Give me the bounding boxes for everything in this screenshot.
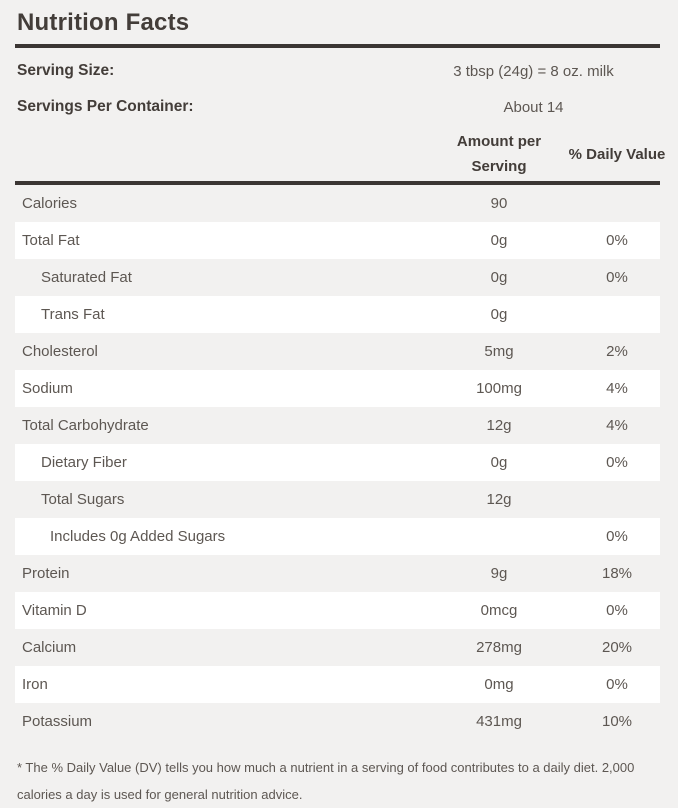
table-row <box>15 629 660 666</box>
nutrient-amount: 0mg <box>484 676 514 693</box>
nutrient-name: Vitamin D <box>22 602 87 619</box>
table-row <box>15 296 660 333</box>
nutrient-name: Total Sugars <box>41 491 125 508</box>
servings-per-container-value: About 14 <box>503 98 564 116</box>
nutrient-daily-value: 0% <box>606 232 628 249</box>
nutrient-name: Protein <box>22 565 70 582</box>
serving-size-label: Serving Size: <box>17 62 115 79</box>
nutrient-daily-value: 10% <box>601 713 633 730</box>
nutrient-name: Includes 0g Added Sugars <box>50 528 226 545</box>
nutrient-amount: 0g <box>490 269 508 286</box>
nutrient-amount: 90 <box>490 195 508 212</box>
nutrient-amount: 12g <box>486 417 512 434</box>
nutrient-amount: 0g <box>490 306 508 323</box>
nutrient-amount: 0mcg <box>480 602 518 619</box>
serving-info <box>15 48 660 125</box>
column-headers <box>15 127 666 181</box>
serving-size-value: 3 tbsp (24g) = 8 oz. milk <box>453 62 614 80</box>
nutrient-name: Trans Fat <box>41 306 105 323</box>
table-row <box>15 444 660 481</box>
serving-size-row <box>15 53 660 89</box>
nutrient-daily-value: 0% <box>606 454 628 471</box>
nutrient-daily-value: 4% <box>606 417 628 434</box>
nutrient-name: Iron <box>22 676 48 693</box>
table-row <box>15 666 660 703</box>
table-row <box>15 407 660 444</box>
table-row <box>15 555 660 592</box>
table-row <box>15 703 660 740</box>
nutrient-name: Dietary Fiber <box>41 454 127 471</box>
nutrient-daily-value: 0% <box>606 676 628 693</box>
nutrient-daily-value: 0% <box>606 528 628 545</box>
nutrient-daily-value: 0% <box>606 269 628 286</box>
daily-value-footnote: * The % Daily Value (DV) tells you how much a nutrient in a serving of food contributes to a daily diet. 2,000 calories a day is used for general nutrition advice. <box>17 760 635 802</box>
table-row <box>15 481 660 518</box>
nutrient-amount: 5mg <box>484 343 514 360</box>
panel-title: Nutrition Facts <box>17 9 190 36</box>
nutrient-daily-value: 2% <box>606 343 628 360</box>
amount-column-header: Amount per Serving <box>456 133 542 175</box>
nutrient-name: Total Carbohydrate <box>22 417 149 434</box>
servings-per-container-label: Servings Per Container: <box>17 98 194 115</box>
table-row <box>15 592 660 629</box>
servings-per-container-row <box>15 89 660 125</box>
nutrient-daily-value: 4% <box>606 380 628 397</box>
nutrient-daily-value: 0% <box>606 602 628 619</box>
nutrient-daily-value: 20% <box>601 639 633 656</box>
table-row <box>15 185 660 222</box>
nutrient-amount: 12g <box>486 491 512 508</box>
nutrient-amount: 9g <box>490 565 508 582</box>
nutrient-name: Calories <box>22 195 78 212</box>
nutrient-amount: 0g <box>490 232 508 249</box>
daily-value-column-header: % Daily Value <box>568 145 666 163</box>
nutrient-table-body <box>15 185 660 740</box>
nutrient-amount: 100mg <box>476 380 522 397</box>
table-row <box>15 259 660 296</box>
nutrient-daily-value: 18% <box>601 565 633 582</box>
nutrient-name: Cholesterol <box>22 343 98 360</box>
nutrient-name: Sodium <box>22 380 73 397</box>
nutrient-amount: 0g <box>490 454 508 471</box>
nutrient-name: Calcium <box>22 639 77 656</box>
nutrient-amount: 278mg <box>476 639 522 656</box>
nutrient-name: Saturated Fat <box>41 269 132 286</box>
table-row <box>15 518 660 555</box>
nutrient-name: Total Fat <box>22 232 80 249</box>
table-row <box>15 370 660 407</box>
table-row <box>15 333 660 370</box>
table-row <box>15 222 660 259</box>
nutrient-amount: 431mg <box>476 713 522 730</box>
nutrient-name: Potassium <box>22 713 93 730</box>
